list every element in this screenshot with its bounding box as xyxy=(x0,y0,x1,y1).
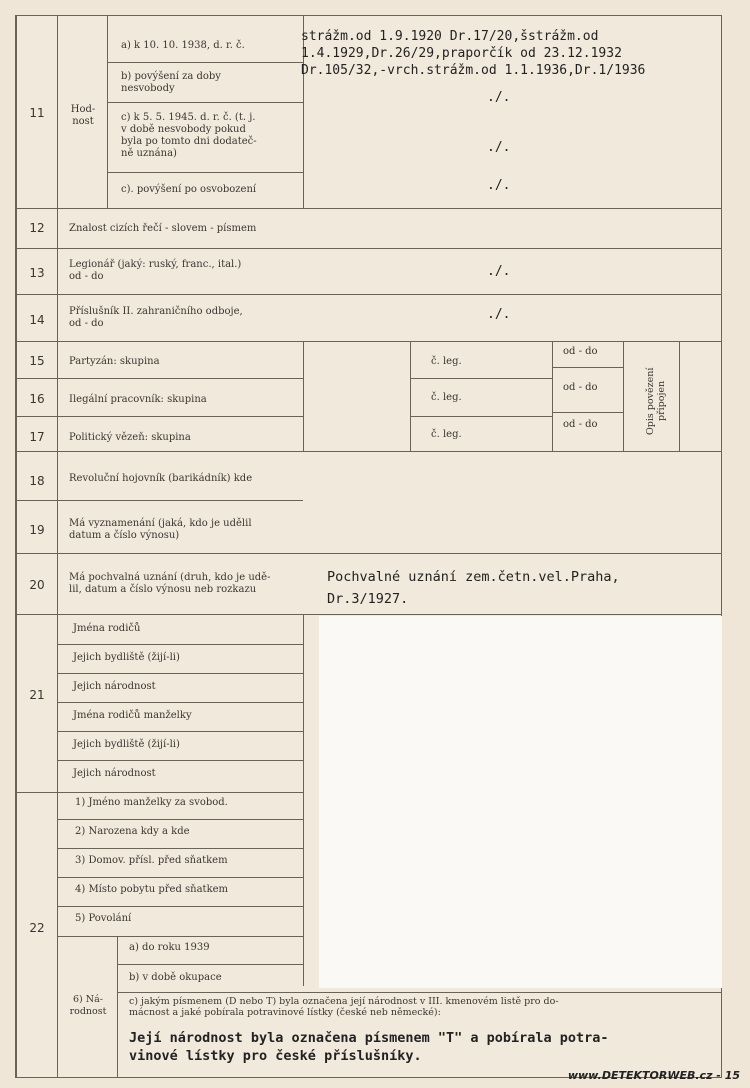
row-17-label: Politický vězeň: skupina xyxy=(69,432,191,443)
row-19-number: 19 xyxy=(29,523,45,537)
row-22-line-0 xyxy=(57,819,303,820)
row-21-item-2: Jejich národnost xyxy=(73,681,156,692)
row-12-bottom xyxy=(17,248,722,249)
row-21-divider xyxy=(303,614,304,986)
row-19-bottom xyxy=(17,553,722,554)
row-17-leg: č. leg. xyxy=(431,429,462,440)
row-16-od: od - do xyxy=(563,382,598,393)
row-15-bottom xyxy=(17,378,303,379)
nar-divider xyxy=(117,936,118,1078)
row-22-line-3 xyxy=(57,906,303,907)
row-22-line-4 xyxy=(57,936,303,937)
row-21-item-0: Jména rodičů xyxy=(73,623,141,634)
row-16-leg-top xyxy=(410,378,552,379)
row-16-number: 16 xyxy=(29,392,45,406)
row-21-line-1 xyxy=(57,673,303,674)
opis-divider-right xyxy=(679,341,680,451)
row-16-leg: č. leg. xyxy=(431,392,462,403)
row-15-od: od - do xyxy=(563,346,598,357)
row-18-label: Revoluční hojovník (barikádník) kde xyxy=(69,473,253,484)
row-11-number: 11 xyxy=(29,106,45,120)
row-11-divider xyxy=(107,16,108,208)
row-15-label: Partyzán: skupina xyxy=(69,356,160,367)
row-16-bottom xyxy=(17,416,303,417)
row-11-a-label: a) k 10. 10. 1938, d. r. č. xyxy=(121,40,245,51)
row-11-d-label: c). povýšení po osvobození xyxy=(121,184,257,195)
row-21-line-0 xyxy=(57,644,303,645)
row-16-od-line xyxy=(552,412,623,413)
row-16-label: Ilegální pracovník: skupina xyxy=(69,394,207,405)
row-22-line-2 xyxy=(57,877,303,878)
row-11-typed: strážm.od 1.9.1920 Dr.17/20,šstrážm.od 1.4.1929,Dr.26/29,praporčík od 23.12.1932 Dr.105/32,-vrch.strážm.od 1.1.1936,Dr.1/1936 xyxy=(301,29,646,78)
row-22-a-line xyxy=(117,964,303,965)
row-15-leg: č. leg. xyxy=(431,356,462,367)
row-22-a-label: a) do roku 1939 xyxy=(129,942,210,953)
row-18-bottom xyxy=(17,500,303,501)
row-14-bottom xyxy=(17,341,722,342)
row-11-c-line xyxy=(107,172,303,173)
row-22-line-1 xyxy=(57,848,303,849)
row-17-bottom xyxy=(17,451,722,452)
row-11-c-label: c) k 5. 5. 1945. d. r. č. (t. j. v době nesvobody pokud byla po tomto dni dodateč- ně uznána) xyxy=(121,112,257,159)
row-22-b-line xyxy=(117,992,722,993)
row-22-typed: Její národnost byla označena písmenem "T" a pobírala potra- vinové lístky pro české příslušníky. xyxy=(129,1030,609,1064)
row-13-bottom xyxy=(17,294,722,295)
row-15-number: 15 xyxy=(29,354,45,368)
row-16-leg-bottom xyxy=(410,416,552,417)
row-20-number: 20 xyxy=(29,578,45,592)
row-21-line-3 xyxy=(57,731,303,732)
row-21-number: 21 xyxy=(29,688,45,702)
row-14-mark: ./. xyxy=(487,307,511,322)
row-21-item-3: Jména rodičů manželky xyxy=(73,710,192,721)
personnel-form xyxy=(15,15,722,1078)
row-21-item-1: Jejich bydliště (žijí-li) xyxy=(73,652,180,663)
row-19-label: Má vyznamenání (jaká, kdo je udělil datum a číslo výnosu) xyxy=(69,518,252,541)
row-17-od: od - do xyxy=(563,419,598,430)
row-12-label: Znalost cizích řečí - slovem - písmem xyxy=(69,223,257,234)
row-22-item-4: 5) Povolání xyxy=(75,913,132,924)
row-11-b-line xyxy=(107,102,303,103)
row-11-label: Hod- nost xyxy=(70,104,96,127)
num-column-divider xyxy=(57,16,58,1078)
row-11-bottom xyxy=(17,208,722,209)
row-22-number: 22 xyxy=(29,921,45,935)
row-14-label: Příslušník II. zahraničního odboje, od - do xyxy=(69,306,243,329)
row-11-c-mark: ./. xyxy=(487,140,511,155)
row-11-b-label: b) povýšení za doby nesvobody xyxy=(121,71,221,94)
opis-label: Opis povězení připojen xyxy=(645,367,667,435)
redacted-area xyxy=(319,616,722,988)
row-21-item-4: Jejich bydliště (žijí-li) xyxy=(73,739,180,750)
row-22-c-label: c) jakým písmenem (D nebo T) byla označena její národnost v III. kmenovém listě pro do- mácnost a jaké pobírala potravinové lístky (české neb německé): xyxy=(129,996,559,1018)
row-18-number: 18 xyxy=(29,474,45,488)
row-13-number: 13 xyxy=(29,266,45,280)
row-22-item-3: 4) Místo pobytu před sňatkem xyxy=(75,884,229,895)
row-20-label: Má pochvalná uznání (druh, kdo je udě- lil, datum a číslo výnosu neb rozkazu xyxy=(69,572,271,595)
row-15-od-line xyxy=(552,367,623,368)
row-20-typed: Pochvalné uznání zem.četn.vel.Praha, Dr.3/1927. xyxy=(327,569,620,607)
leg-divider xyxy=(410,341,411,451)
row-14-number: 14 xyxy=(29,313,45,327)
row-21-line-4 xyxy=(57,760,303,761)
row-22-b-label: b) v době okupace xyxy=(129,972,222,983)
row-13-label: Legionář (jaký: ruský, franc., ital.) od - do xyxy=(69,259,242,282)
row-22-nar-label: 6) Ná- rodnost xyxy=(69,994,107,1017)
row-22-item-1: 2) Narozena kdy a kde xyxy=(75,826,190,837)
row-11-d-mark: ./. xyxy=(487,178,511,193)
od-divider xyxy=(552,341,553,451)
row-21-bottom xyxy=(17,792,303,793)
row-11-a-line xyxy=(107,62,303,63)
row-21-item-5: Jejich národnost xyxy=(73,768,156,779)
row-22-item-0: 1) Jméno manželky za svobod. xyxy=(75,797,228,808)
row-22-item-2: 3) Domov. přísl. před sňatkem xyxy=(75,855,228,866)
row-21-line-2 xyxy=(57,702,303,703)
row-13-mark: ./. xyxy=(487,264,511,279)
row-17-number: 17 xyxy=(29,430,45,444)
opis-divider-left xyxy=(623,341,624,451)
watermark-footer: www.DETEKTORWEB.cz - 15 xyxy=(567,1069,740,1082)
rows-15-17-divider xyxy=(303,341,304,451)
row-20-bottom xyxy=(17,614,722,615)
row-12-number: 12 xyxy=(29,221,45,235)
row-11-b-mark: ./. xyxy=(487,90,511,105)
